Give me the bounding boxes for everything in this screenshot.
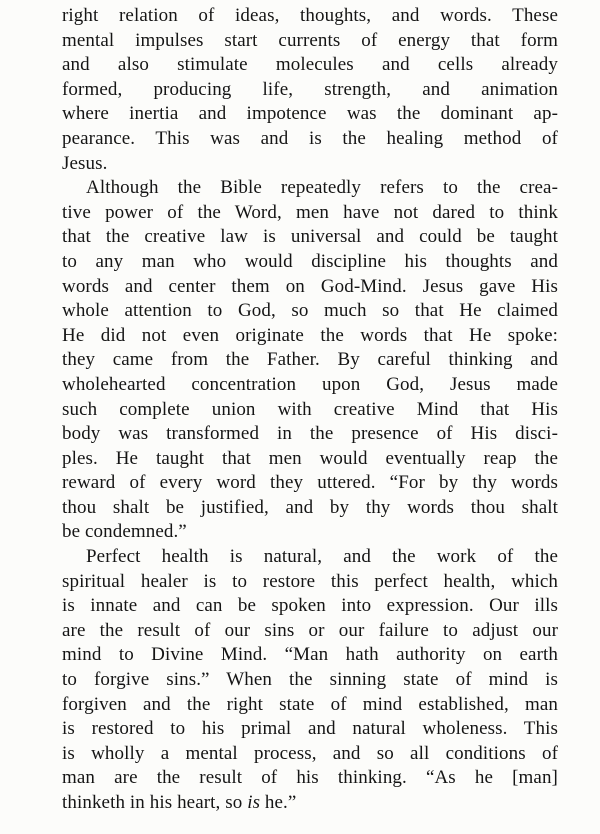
text-line: Perfect health is natural, and the work of the xyxy=(86,546,558,568)
text-line: words and center them on God-Mind. Jesus gave His xyxy=(62,275,558,297)
text-line: is restored to his primal and natural wholeness. This xyxy=(62,718,558,740)
text-line: ples. He taught that men would eventually reap the xyxy=(62,447,558,469)
text-line: thinketh in his heart, so is he.” xyxy=(62,792,297,813)
text-line: reward of every word they uttered. “For by thy words xyxy=(62,472,558,494)
text-line: such complete union with creative Mind that His xyxy=(62,398,558,420)
text-line: is wholly a mental process, and so all conditions of xyxy=(62,742,558,764)
text-line: mental impulses start currents of energy that form xyxy=(62,29,558,51)
text-line: mind to Divine Mind. “Man hath authority on earth xyxy=(62,644,558,666)
text-line: right relation of ideas, thoughts, and words. These xyxy=(62,5,558,26)
text-line: man are the result of his thinking. “As he [man] xyxy=(62,767,558,789)
text-line: Jesus. xyxy=(62,152,108,174)
text-line: they came from the Father. By careful thinking and xyxy=(62,349,558,371)
text-line: to any man who would discipline his thoughts and xyxy=(62,250,558,272)
text-line: whole attention to God, so much so that He claimed xyxy=(62,300,558,322)
text-line: pearance. This was and is the healing method of xyxy=(62,127,558,149)
text-line: tive power of the Word, men have not dared to think xyxy=(62,201,558,223)
text-line: He did not even originate the words that He spoke: xyxy=(62,324,558,346)
text-line: spiritual healer is to restore this perfect health, which xyxy=(62,570,558,592)
text-line: formed, producing life, strength, and animation xyxy=(62,78,558,100)
text-line: to forgive sins.” When the sinning state of mind is xyxy=(62,669,558,691)
text-line: thou shalt be justified, and by thy words thou shalt xyxy=(62,496,558,518)
text-line: are the result of our sins or our failure to adjust our xyxy=(62,619,558,641)
text-line: Although the Bible repeatedly refers to the crea- xyxy=(86,177,558,199)
text-line: be condemned.” xyxy=(62,521,187,543)
paragraph xyxy=(62,176,558,545)
page-text xyxy=(62,4,558,816)
text-line: body was transformed in the presence of His disci- xyxy=(62,423,558,445)
paragraph xyxy=(62,4,558,176)
text-line: is innate and can be spoken into expression. Our ills xyxy=(62,595,558,617)
paragraph xyxy=(62,545,558,816)
text-line: and also stimulate molecules and cells already xyxy=(62,54,558,76)
text-line: wholehearted concentration upon God, Jesus made xyxy=(62,373,558,395)
text-line: that the creative law is universal and could be taught xyxy=(62,226,558,248)
text-line: where inertia and impotence was the dominant ap- xyxy=(62,103,558,125)
text-line: forgiven and the right state of mind established, man xyxy=(62,693,558,715)
